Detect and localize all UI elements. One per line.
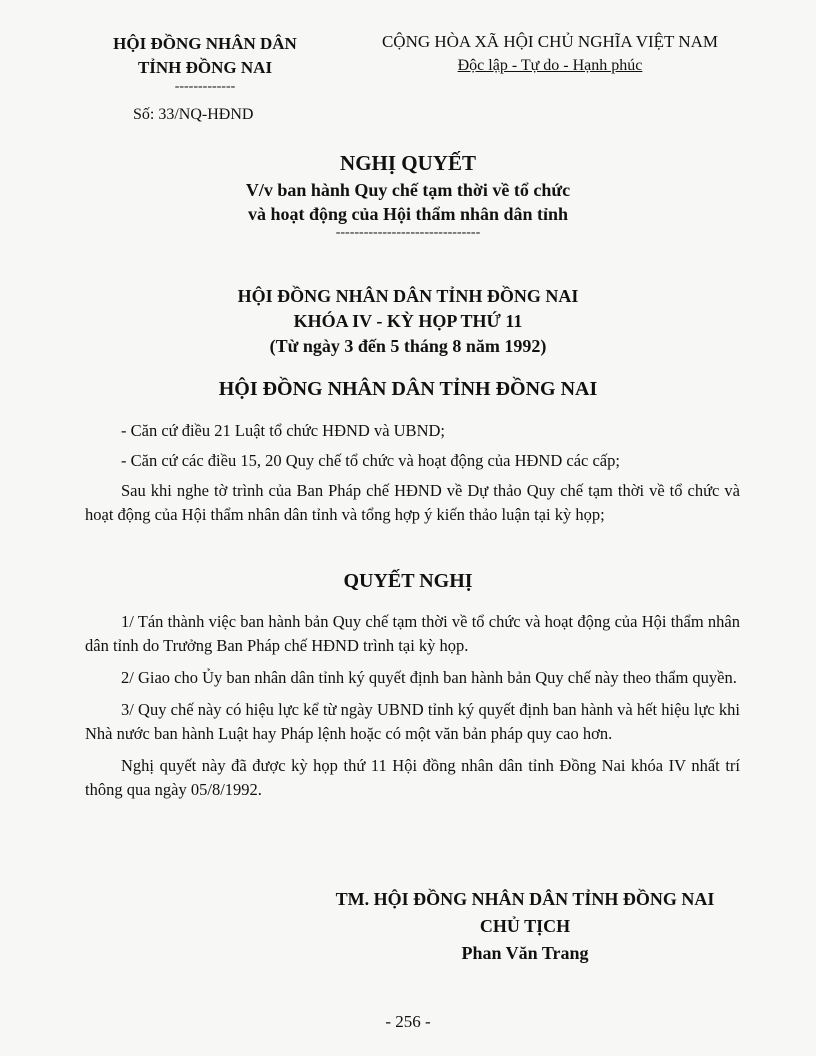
issuing-body-line2: TỈNH ĐỒNG NAI [137, 58, 273, 77]
article-2: 2/ Giao cho Ủy ban nhân dân tỉnh ký quyết định ban hành bản Quy chế này theo thẩm quyền. [121, 668, 737, 687]
document-number: Số: 33/NQ-HĐND [133, 106, 254, 123]
session-council: HỘI ĐỒNG NHÂN DÂN TỈNH ĐỒNG NAI [237, 286, 579, 306]
document-subtitle-line2: và hoạt động của Hội thẩm nhân dân tỉnh [247, 204, 569, 224]
issuing-body-line1: HỘI ĐỒNG NHÂN DÂN [113, 34, 297, 53]
document-title: NGHỊ QUYẾT [340, 151, 476, 175]
preamble-paragraph: Sau khi nghe tờ trình của Ban Pháp chế HĐND về Dự thảo Quy chế tạm thời về tổ chức và hoạt động của Hội thẩm nhân dân tỉnh và tổng hợp ý kiến thảo luận tại kỳ họp; [85, 481, 740, 524]
national-motto: Độc lập - Tự do - Hạnh phúc [457, 57, 643, 74]
article-1: 1/ Tán thành việc ban hành bản Quy chế tạm thời về tổ chức và hoạt động của Hội thẩm nhân dân tỉnh do Trưởng Ban Pháp chế HĐND trình tại kỳ họp. [85, 612, 740, 655]
decision-heading: QUYẾT NGHỊ [343, 570, 473, 592]
title-block [0, 148, 816, 240]
signature-title: CHỦ TỊCH [479, 916, 571, 936]
document-subtitle-line1: V/v ban hành Quy chế tạm thời về tổ chức [245, 180, 571, 200]
basis-2: - Căn cứ các điều 15, 20 Quy chế tổ chức và hoạt động của HĐND các cấp; [121, 451, 620, 470]
country-name: CỘNG HÒA XÃ HỘI CHỦ NGHĨA VIỆT NAM [381, 32, 719, 51]
session-block [0, 284, 816, 359]
signature-authority: TM. HỘI ĐỒNG NHÂN DÂN TỈNH ĐỒNG NAI [335, 889, 715, 909]
preamble [85, 419, 740, 527]
session-dates: (Từ ngày 3 đến 5 tháng 8 năm 1992) [269, 336, 547, 356]
session-term: KHÓA IV - KỲ HỌP THỨ 11 [293, 311, 523, 331]
issuing-body [80, 32, 330, 94]
issuing-body-rule: ------------- [174, 79, 236, 94]
signature-block [300, 886, 750, 967]
articles [85, 610, 740, 802]
article-3: 3/ Quy chế này có hiệu lực kể từ ngày UBND tỉnh ký quyết định ban hành và hết hiệu lực khi Nhà nước ban hành Luật hay Pháp lệnh hoặc có một văn bản pháp quy cao hơn. [85, 700, 740, 743]
basis-1: - Căn cứ điều 21 Luật tổ chức HĐND và UBND; [121, 421, 445, 440]
national-header [340, 30, 760, 78]
council-heading: HỘI ĐỒNG NHÂN DÂN TỈNH ĐỒNG NAI [218, 378, 598, 400]
closing-paragraph: Nghị quyết này đã được kỳ họp thứ 11 Hội đồng nhân dân tỉnh Đồng Nai khóa IV nhất trí thông qua ngày 05/8/1992. [85, 756, 740, 799]
signatory-name: Phan Văn Trang [461, 943, 589, 963]
title-rule: ------------------------------- [335, 225, 481, 240]
page-number: - 256 - [385, 1012, 431, 1031]
